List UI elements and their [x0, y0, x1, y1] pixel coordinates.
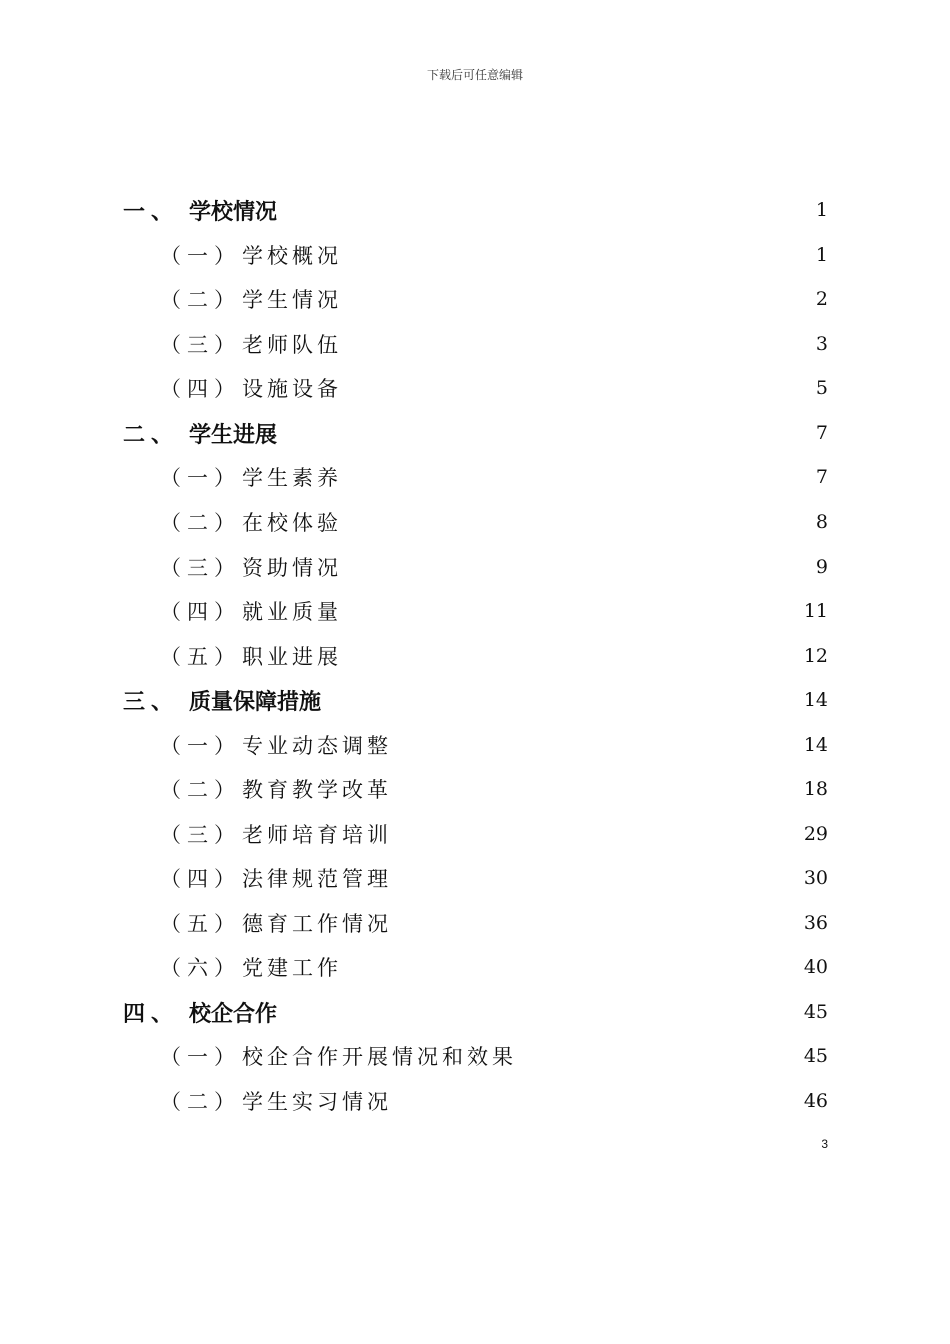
toc-entry-number: （一）	[160, 1045, 241, 1069]
dot-leader	[344, 645, 802, 667]
toc-entry-page: 18	[803, 778, 828, 800]
toc-entry-number: （二）	[160, 511, 241, 535]
toc-entry-title: 党建工作	[242, 956, 342, 980]
toc-entry-page: 14	[803, 734, 828, 756]
toc-entry-2[interactable]	[123, 413, 828, 453]
toc-entry-1-2[interactable]	[160, 279, 828, 319]
toc-entry-title: 职业进展	[242, 645, 342, 669]
toc-entry-3-6[interactable]	[160, 947, 828, 987]
toc-entry-title: 德育工作情况	[242, 912, 392, 936]
toc-entry-title: 校企合作	[189, 1001, 278, 1027]
toc-entry-page: 1	[815, 244, 828, 266]
toc-entry-title: 学生实习情况	[242, 1090, 392, 1114]
toc-entry-page: 40	[803, 956, 828, 978]
toc-entry-3-4[interactable]	[160, 858, 828, 898]
toc-entry-page: 29	[803, 823, 828, 845]
toc-entry-number: （六）	[160, 956, 241, 980]
toc-entry-number: （四）	[160, 600, 241, 624]
toc-entry-title: 法律规范管理	[242, 867, 392, 891]
page-number: 3	[821, 1137, 828, 1151]
toc-entry-title: 学生进展	[189, 422, 278, 448]
toc-entry-number: （三）	[160, 823, 241, 847]
toc-entry-title: 校企合作开展情况和效果	[242, 1045, 517, 1069]
toc-entry-page: 2	[815, 288, 828, 310]
toc-entry-number: （四）	[160, 867, 241, 891]
toc-entry-page: 46	[803, 1090, 828, 1112]
toc-entry-title: 老师培育培训	[242, 823, 392, 847]
toc-entry-number: （四）	[160, 377, 241, 401]
dot-leader	[394, 867, 802, 889]
dot-leader	[344, 556, 814, 578]
dot-leader	[344, 377, 814, 399]
toc-entry-page: 7	[815, 422, 828, 444]
toc-entry-page: 14	[803, 689, 828, 711]
dot-leader	[519, 1045, 802, 1067]
toc-entry-title: 就业质量	[242, 600, 342, 624]
toc-entry-title: 教育教学改革	[242, 778, 392, 802]
toc-entry-page: 12	[803, 645, 828, 667]
page-header-note: 下载后可任意编辑	[426, 68, 523, 82]
toc-entry-2-3[interactable]	[160, 547, 828, 587]
toc-entry-number: （三）	[160, 556, 241, 580]
toc-entry-page: 30	[803, 867, 828, 889]
toc-entry-number: （一）	[160, 244, 241, 268]
dot-leader	[344, 600, 802, 622]
toc-entry-3-5[interactable]	[160, 903, 828, 943]
toc-entry-4-1[interactable]	[160, 1036, 828, 1076]
toc-entry-title: 质量保障措施	[189, 689, 322, 715]
toc-entry-2-1[interactable]	[160, 457, 828, 497]
toc-entry-number: （二）	[160, 778, 241, 802]
toc-entry-title: 设施设备	[242, 377, 342, 401]
toc-entry-number: （二）	[160, 288, 241, 312]
toc-entry-number: 四、	[123, 1001, 180, 1027]
dot-leader	[279, 199, 814, 221]
toc-entry-1-1[interactable]	[160, 235, 828, 275]
dot-leader	[344, 244, 814, 266]
toc-entry-title: 学生情况	[242, 288, 342, 312]
toc-entry-page: 36	[803, 912, 828, 934]
toc-entry-4-2[interactable]	[160, 1081, 828, 1121]
toc-entry-number: （三）	[160, 333, 241, 357]
toc-entry-title: 资助情况	[242, 556, 342, 580]
dot-leader	[279, 1001, 802, 1023]
toc-entry-2-4[interactable]	[160, 591, 828, 631]
toc-entry-1-4[interactable]	[160, 368, 828, 408]
toc-entry-2-2[interactable]	[160, 502, 828, 542]
toc-entry-number: （一）	[160, 734, 241, 758]
dot-leader	[344, 511, 814, 533]
toc-entry-4[interactable]	[123, 992, 828, 1032]
toc-entry-page: 3	[815, 333, 828, 355]
toc-entry-number: （二）	[160, 1090, 241, 1114]
toc-entry-1[interactable]	[123, 190, 828, 230]
dot-leader	[394, 823, 802, 845]
dot-leader	[279, 422, 814, 444]
toc-entry-title: 学校情况	[189, 199, 278, 225]
toc-entry-page: 1	[815, 199, 828, 221]
toc-entry-page: 45	[803, 1045, 828, 1067]
toc-entry-page: 5	[815, 377, 828, 399]
dot-leader	[344, 288, 814, 310]
toc-entry-title: 在校体验	[242, 511, 342, 535]
dot-leader	[394, 1090, 802, 1112]
toc-entry-number: 二、	[123, 422, 180, 448]
dot-leader	[323, 689, 802, 711]
toc-entry-number: （五）	[160, 645, 241, 669]
toc-entry-number: （一）	[160, 466, 241, 490]
dot-leader	[394, 778, 802, 800]
toc-entry-title: 老师队伍	[242, 333, 342, 357]
dot-leader	[344, 333, 814, 355]
dot-leader	[344, 466, 814, 488]
toc-entry-page: 9	[815, 556, 828, 578]
toc-entry-page: 11	[803, 600, 828, 622]
toc-entry-number: 三、	[123, 689, 180, 715]
toc-entry-page: 8	[815, 511, 828, 533]
dot-leader	[344, 956, 802, 978]
dot-leader	[394, 734, 802, 756]
toc-entry-1-3[interactable]	[160, 324, 828, 364]
toc-entry-3[interactable]	[123, 680, 828, 720]
toc-entry-title: 学校概况	[242, 244, 342, 268]
toc-entry-title: 学生素养	[242, 466, 342, 490]
toc-entry-2-5[interactable]	[160, 636, 828, 676]
dot-leader	[394, 912, 802, 934]
toc-entry-number: （五）	[160, 912, 241, 936]
toc-entry-title: 专业动态调整	[242, 734, 392, 758]
toc-entry-page: 45	[803, 1001, 828, 1023]
toc-entry-number: 一、	[123, 199, 180, 225]
toc-entry-3-3[interactable]	[160, 814, 828, 854]
toc-entry-3-1[interactable]	[160, 725, 828, 765]
toc-entry-page: 7	[815, 466, 828, 488]
toc-entry-3-2[interactable]	[160, 769, 828, 809]
